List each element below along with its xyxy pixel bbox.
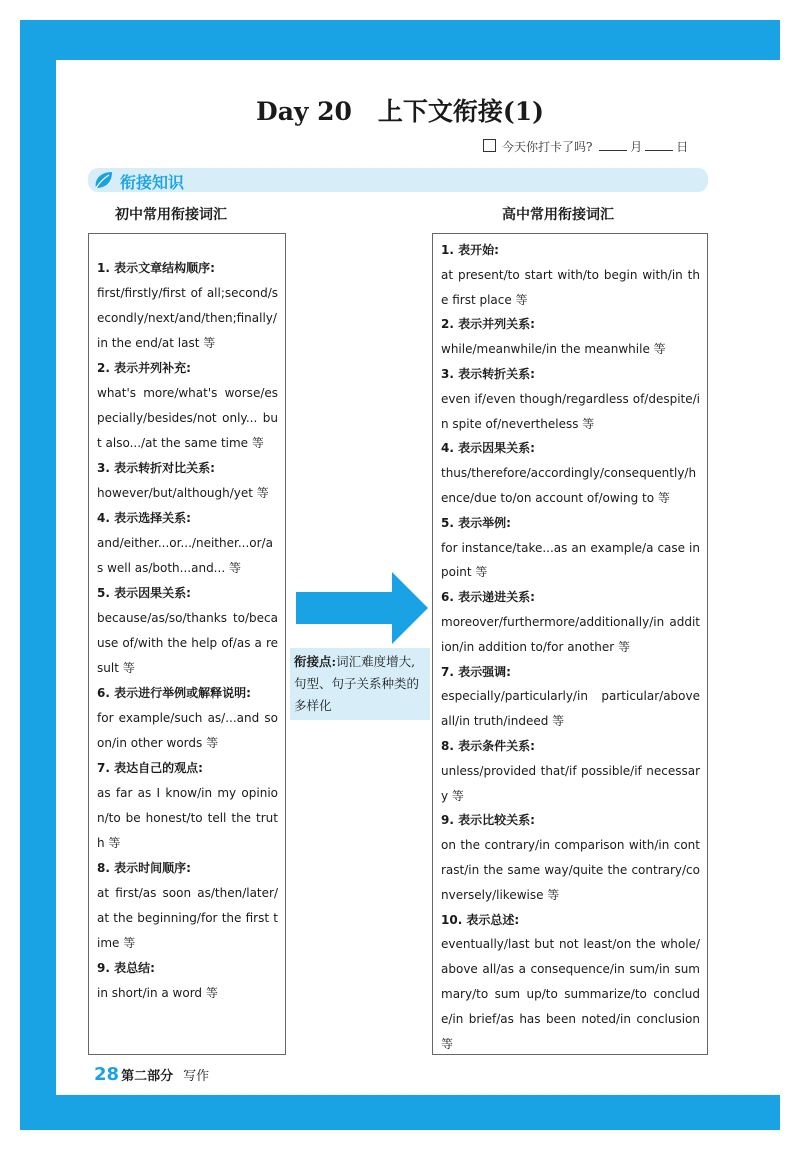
item-body: and/either...or.../neither...or/as well as/both...and... 等 bbox=[97, 536, 273, 575]
item-title: 5. 表示因果关系: bbox=[97, 586, 191, 600]
right-arrow-icon bbox=[296, 572, 428, 644]
item-body: at present/to start with/to begin with/in the first place 等 bbox=[441, 267, 700, 307]
month-blank bbox=[599, 150, 627, 151]
list-item bbox=[441, 511, 700, 585]
note-label: 衔接点: bbox=[294, 654, 337, 669]
list-item bbox=[97, 956, 278, 1006]
list-item bbox=[441, 660, 700, 734]
list-item bbox=[441, 312, 700, 362]
item-body: while/meanwhile/in the meanwhile 等 bbox=[441, 342, 666, 357]
page-frame-top bbox=[20, 20, 780, 60]
checkin-text: 今天你打卡了吗? bbox=[502, 140, 593, 154]
item-title: 2. 表示并列补充: bbox=[97, 361, 191, 375]
item-body: in short/in a word 等 bbox=[97, 986, 218, 1000]
item-title: 6. 表示递进关系: bbox=[441, 590, 535, 605]
section-label: 衔接知识 bbox=[120, 173, 185, 192]
item-body: especially/particularly/in particular/above all/in truth/indeed 等 bbox=[441, 689, 700, 729]
list-item bbox=[97, 581, 278, 681]
item-body: on the contrary/in comparison with/in contrast/in the same way/quite the contrary/conversely/likewise 等 bbox=[441, 838, 700, 902]
item-title: 8. 表示时间顺序: bbox=[97, 861, 191, 875]
item-body: for instance/take...as an example/a case in point 等 bbox=[441, 540, 700, 580]
day-label-cn: 日 bbox=[676, 140, 689, 154]
subject-label: 写作 bbox=[183, 1069, 210, 1084]
left-column-title: 初中常用衔接词汇 bbox=[115, 207, 227, 223]
list-item bbox=[97, 681, 278, 756]
item-body: however/but/although/yet 等 bbox=[97, 486, 269, 500]
item-title: 7. 表达自己的观点: bbox=[97, 761, 203, 775]
page-title bbox=[0, 92, 800, 128]
list-item bbox=[97, 456, 278, 506]
item-body: eventually/last but not least/on the whole/above all/as a consequence/in sum/in summary/to sum up/to summarize/to conclude/in brief/as has been noted/in conclusion 等 bbox=[441, 937, 700, 1051]
item-title: 7. 表示强调: bbox=[441, 664, 511, 679]
page-frame-bottom bbox=[20, 1095, 780, 1130]
list-item bbox=[97, 756, 278, 856]
list-item bbox=[441, 238, 700, 312]
junior-vocab-box bbox=[88, 233, 286, 1055]
item-body: what's more/what's worse/especially/besides/not only... but also.../at the same time 等 bbox=[97, 386, 278, 450]
item-title: 9. 表总结: bbox=[97, 961, 155, 975]
item-body: first/firstly/first of all;second/secondly/next/and/then;finally/in the end/at last 等 bbox=[97, 286, 278, 350]
item-title: 4. 表示因果关系: bbox=[441, 441, 535, 456]
checkbox[interactable] bbox=[483, 139, 496, 152]
item-title: 1. 表开始: bbox=[441, 243, 499, 257]
month-label: 月 bbox=[630, 140, 643, 154]
list-item bbox=[441, 908, 700, 1057]
item-title: 1. 表示文章结构顺序: bbox=[97, 261, 215, 275]
item-title: 8. 表示条件关系: bbox=[441, 738, 535, 753]
list-item bbox=[441, 436, 700, 510]
list-item bbox=[97, 356, 278, 456]
page-footer bbox=[94, 1064, 209, 1085]
item-title: 3. 表示转折关系: bbox=[441, 366, 535, 381]
item-body: even if/even though/regardless of/despite/in spite of/nevertheless 等 bbox=[441, 391, 700, 431]
day-label: Day 20 bbox=[256, 97, 352, 126]
list-item bbox=[441, 585, 700, 659]
item-title: 2. 表示并列关系: bbox=[441, 317, 535, 332]
page-number: 28 bbox=[94, 1064, 120, 1085]
item-body: unless/provided that/if possible/if necessary 等 bbox=[441, 763, 700, 803]
item-body: thus/therefore/accordingly/consequently/hence/due to/on account of/owing to 等 bbox=[441, 466, 697, 505]
senior-vocab-box bbox=[432, 233, 708, 1055]
item-body: moreover/furthermore/additionally/in addition/in addition to/for another 等 bbox=[441, 614, 700, 654]
part-label: 第二部分 bbox=[121, 1069, 174, 1084]
leaf-icon bbox=[92, 170, 114, 190]
item-body: for example/such as/...and so on/in other words 等 bbox=[97, 711, 278, 750]
item-body: because/as/so/thanks to/because of/with the help of/as a result 等 bbox=[97, 611, 278, 675]
note-text: 词汇难度增大,句型、句子关系种类的多样化 bbox=[294, 654, 420, 713]
item-body: at first/as soon as/then/later/at the beginning/for the first time 等 bbox=[97, 886, 278, 950]
day-blank bbox=[645, 150, 673, 151]
list-item bbox=[441, 734, 700, 808]
item-title: 9. 表示比较关系: bbox=[441, 813, 535, 828]
right-column-title: 高中常用衔接词汇 bbox=[502, 207, 614, 223]
page-frame-left bbox=[20, 20, 56, 1130]
list-item bbox=[441, 808, 700, 907]
list-item bbox=[97, 256, 278, 356]
list-item bbox=[97, 856, 278, 956]
item-title: 3. 表示转折对比关系: bbox=[97, 461, 215, 475]
item-title: 10. 表示总述: bbox=[441, 912, 520, 927]
list-item bbox=[441, 362, 700, 436]
item-title: 4. 表示选择关系: bbox=[97, 511, 191, 525]
item-title: 5. 表示举例: bbox=[441, 515, 511, 530]
connection-note bbox=[290, 648, 430, 720]
item-title: 6. 表示进行举例或解释说明: bbox=[97, 686, 251, 700]
title-text: 上下文衔接(1) bbox=[377, 97, 544, 126]
list-item bbox=[97, 506, 278, 581]
checkin-line bbox=[483, 138, 688, 155]
item-body: as far as I know/in my opinion/to be honest/to tell the truth 等 bbox=[97, 786, 278, 850]
